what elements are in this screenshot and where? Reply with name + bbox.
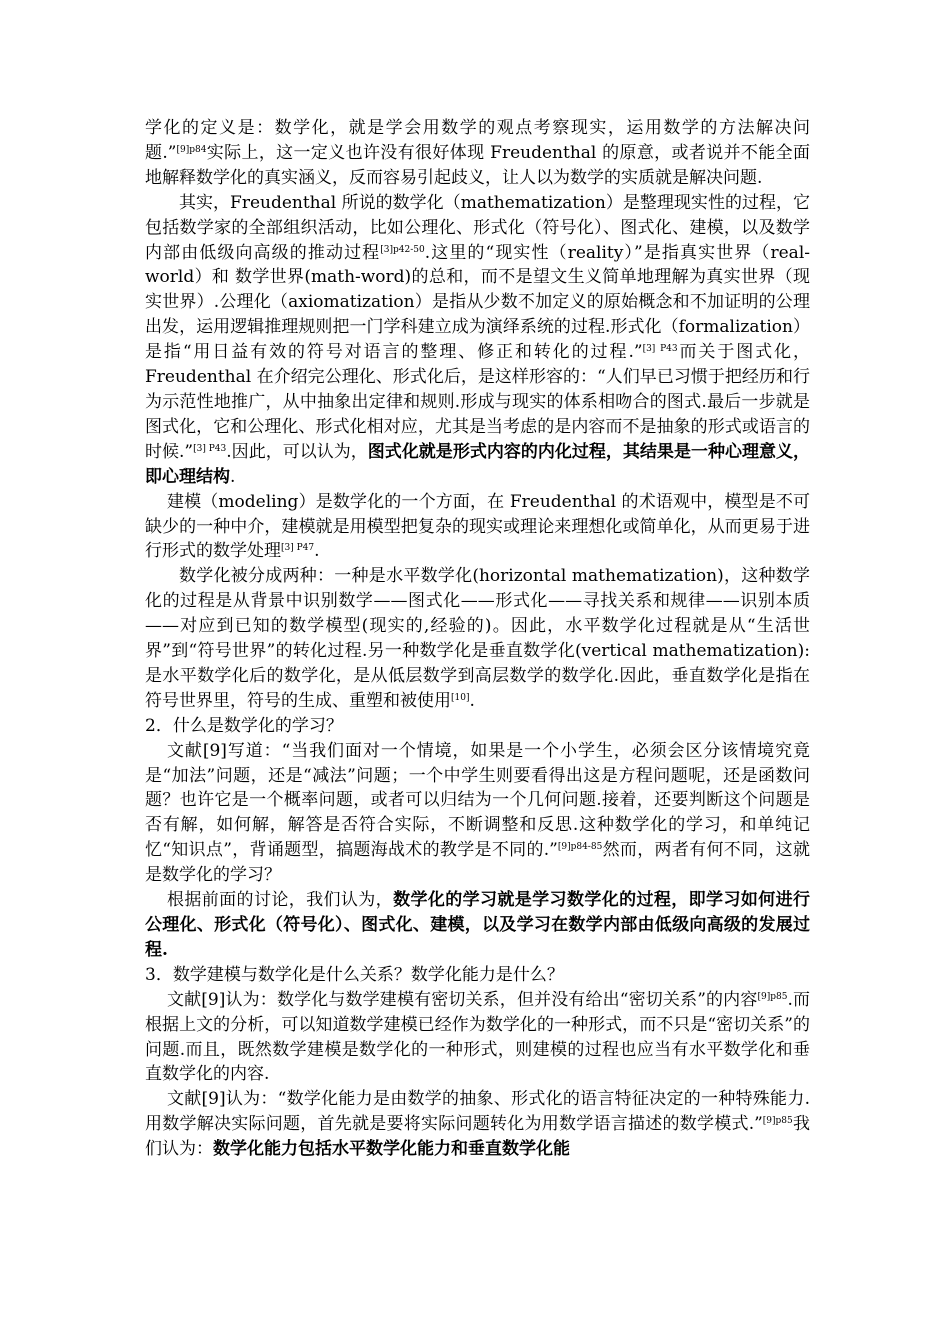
text-run: 文献[9]写道：“当我们面对一个情境，如果是一个小学生，必须会区分该情境究竟是“加法”问题，还是“减法”问题；一个中学生则要看得出这是方程问题呢，还是函数问题？也许它是一个概率问题，或者可以归结为一个几何问题.接着，还要判断这个问题是否有解，如何解，解答是否符合实际，不断调整和反思.这种数学化的学习，和单纯记忆“知识点”，背诵题型，搞题海战术的教学是不同的.” (145, 740, 810, 861)
text-run: . (230, 466, 236, 487)
citation-marker: [3] P43 (193, 443, 227, 454)
text-run: . (469, 690, 475, 711)
text-run: 数学化被分成两种：一种是水平数学化(horizontal mathematization)，这种数学化的过程是从背景中识别数学——图式化——形式化——寻找关系和规律——识别本质——对应到已知的数学模型(现实的,经验的)。因此，水平数学化过程就是从“生活世界”到“符号世界”的转化过程.另一种数学化是垂直数学化(vertical mathematization):是水平数学化后的数学化，是从低层数学到高层数学的数学化.因此，垂直数学化是指在符号世界里，符号的生成、重塑和被使用 (145, 566, 810, 711)
text-run: 文献[9]认为：“数学化能力是由数学的抽象、形式化的语言特征决定的一种特殊能力.用数学解决实际问题，首先就是要将实际问题转化为用数学语言描述的数学模式.” (145, 1089, 810, 1135)
citation-marker: [9]p85 (757, 991, 788, 1002)
paragraph (145, 1087, 810, 1162)
paragraph (145, 564, 810, 713)
text-run: 我们认为： (145, 1114, 811, 1160)
text-run: 实际上，这一定义也许没有很好体现 Freudenthal 的原意，或者说并不能全面地解释数学化的真实涵义，反而容易引起歧义，让人以为数学的实质就是解决问题. (145, 142, 810, 188)
text-run: 学化的定义是：数学化，就是学会用数学的观点考察现实，运用数学的方法解决问题.” (145, 118, 810, 163)
paragraph (145, 191, 810, 490)
bold-text: 图式化就是形式内容的内化过程，其结果是一种心理意义，即心理结构 (145, 441, 811, 487)
citation-marker: [10] (451, 692, 470, 703)
paragraph (145, 714, 810, 739)
paragraph (145, 888, 810, 963)
text-run: 根据前面的讨论，我们认为， (167, 890, 394, 911)
citation-marker: [9]p84-85 (557, 842, 603, 853)
paragraph (145, 739, 810, 888)
text-run: 其实，Freudenthal 所说的数学化（mathematization）是整理现实性的过程，它包括数学家的全部组织活动，比如公理化、形式化（符号化）、图式化、建模，以及数学内部由低级向高级的推动过程 (145, 192, 810, 263)
text-run: . (314, 541, 320, 562)
text-run: .因此，可以认为， (226, 441, 368, 462)
text-run: 然而，两者有何不同，这就是数学化的学习？ (145, 840, 810, 886)
text-run: 2．什么是数学化的学习？ (145, 715, 343, 736)
paragraph (145, 116, 810, 191)
text-run: 而关于图式化，Freudenthal 在介绍完公理化、形式化后，是这样形容的：“人们早已习惯于把经历和行为示范性地推广，从中抽象出定律和规则.形成与现实的体系相吻合的图式.最后一步就是图式化，它和公理化、形式化相对应，尤其是当考虑的是内容而不是抽象的形式或语言的时候.” (145, 342, 810, 462)
bold-text: 数学化能力包括水平数学化能力和垂直数学化能 (213, 1139, 570, 1160)
paragraph (145, 490, 810, 565)
citation-marker: [3]p42-50 (380, 244, 425, 255)
document-body (145, 116, 810, 1162)
paragraph (145, 988, 810, 1088)
text-run: 建模（modeling）是数学化的一个方面，在 Freudenthal 的术语观中，模型是不可缺少的一种中介，建模就是用模型把复杂的现实或理论来理想化或简单化，从而更易于进行形式的数学处理 (145, 491, 810, 562)
paragraph (145, 963, 810, 988)
text-run: .而根据上文的分析，可以知道数学建模已经作为数学化的一种形式，而不只是“密切关系”的问题.而且，既然数学建模是数学化的一种形式，则建模的过程也应当有水平数学化和垂直数学化的内容. (145, 989, 811, 1085)
citation-marker: [9]p84 (176, 144, 207, 155)
text-run: 3．数学建模与数学化是什么关系？数学化能力是什么？ (145, 964, 564, 985)
text-run: .这里的“现实性（reality）”是指真实世界（real-world）和 数学世界(math-word)的总和，而不是望文生义简单地理解为真实世界（现实世界）.公理化（axiomatization）是指从少数不加定义的原始概念和不加证明的公理出发，运用逻辑推理规则把一门学科建立成为演绎系统的过程.形式化（formalization）是指“用日益有效的符号对语言的整理、修正和转化的过程.” (145, 242, 811, 363)
bold-text: 数学化的学习就是学习数学化的过程，即学习如何进行公理化、形式化（符号化）、图式化、建模，以及学习在数学内部由低级向高级的发展过程. (145, 890, 811, 960)
citation-marker: [9]p85 (762, 1116, 793, 1127)
text-run: 文献[9]认为：数学化与数学建模有密切关系，但并没有给出“密切关系”的内容 (167, 989, 758, 1010)
citation-marker: [3] P47 (281, 543, 315, 554)
citation-marker: [3] P43 (642, 344, 678, 355)
